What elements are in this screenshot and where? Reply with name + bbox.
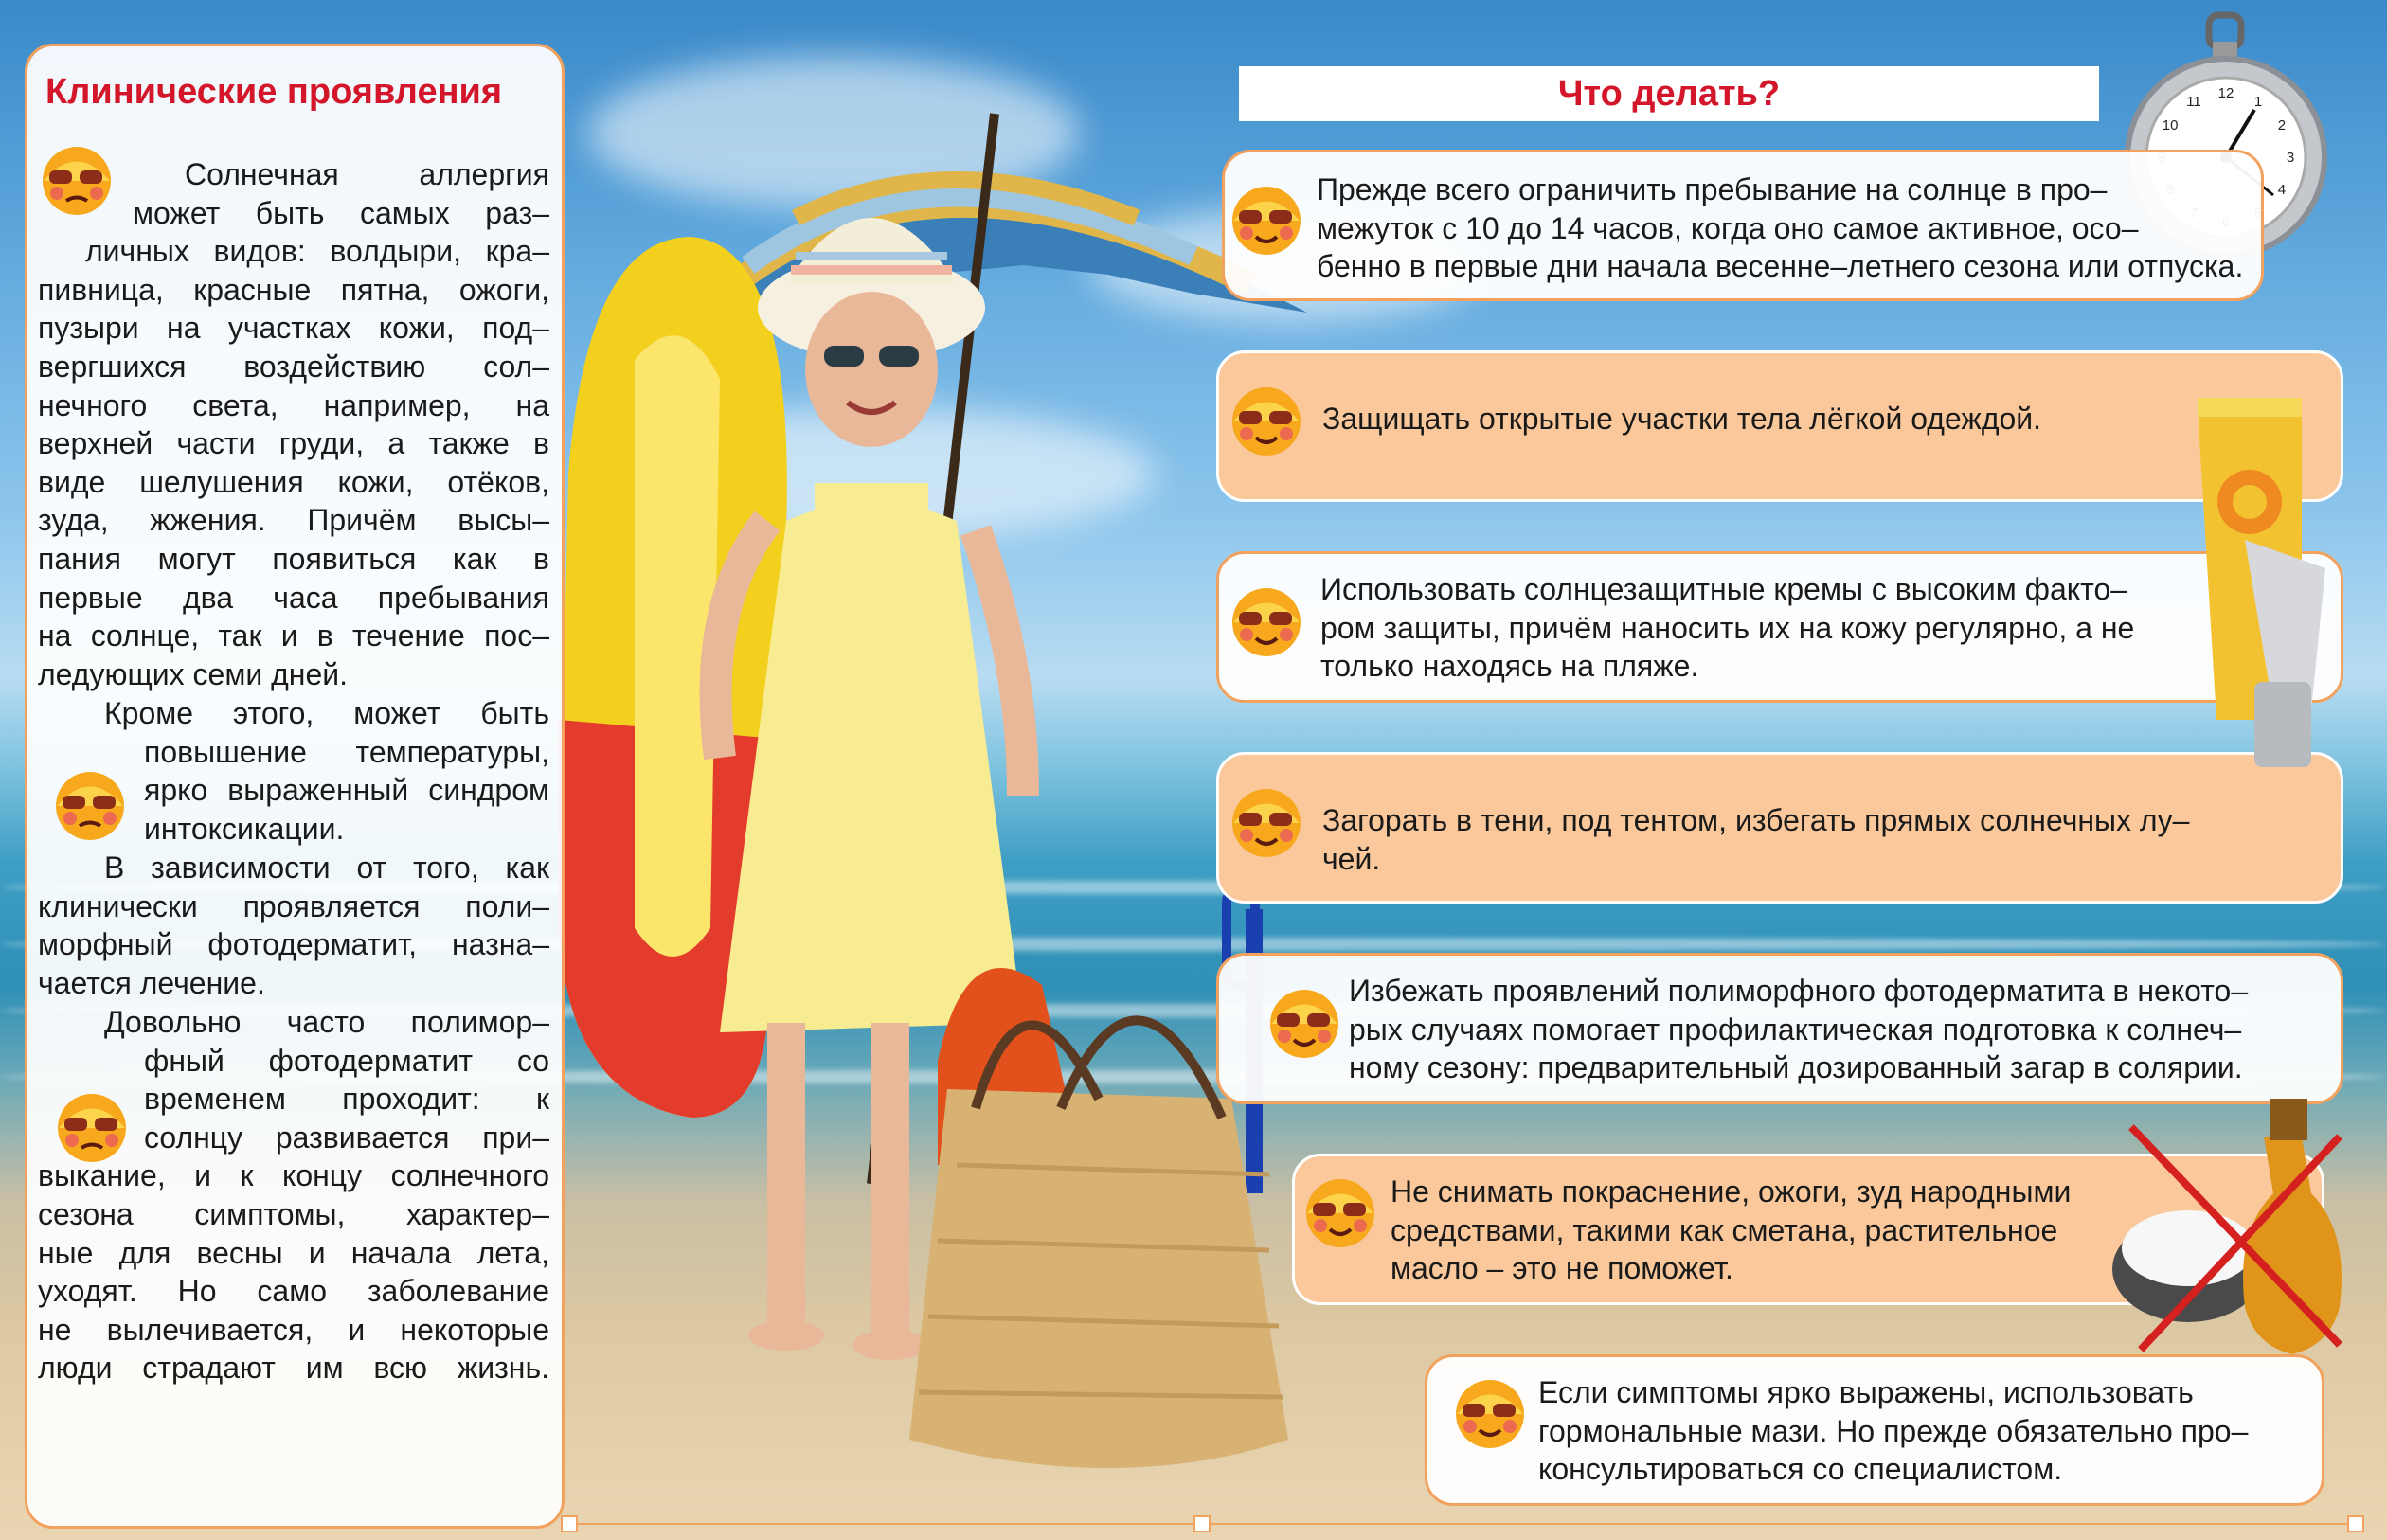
frame-corner [2347, 1515, 2364, 1532]
advice-text-2: Защищать открытые участки тела лёгкой одеждой. [1322, 402, 2042, 436]
sun-face-icon [1228, 383, 1305, 460]
clinical-paragraph-4: Довольно часто полимор– фный фотодерматит со временем проходит: к солнцу развивается при– выкание, и к концу солнечного сезона симптомы, характер– ные для весны и начала лета, уходят. Но само заболевание не вылечивается, и некоторые люди страдают им всю жизнь. [38, 1005, 549, 1386]
stopwatch-numeral: 4 [2277, 182, 2287, 198]
clinical-paragraph-2: Кроме этого, может быть повышение температуры, ярко выраженный синдром интоксикации. [104, 696, 549, 846]
clinical-paragraph-3: В зависимости от того, как клинически проявляется поли– морфный фотодерматит, назна– чается лечение. [38, 851, 549, 1000]
sun-face-icon [1451, 1375, 1529, 1453]
stopwatch-numeral: 10 [2162, 117, 2179, 134]
sun-face-icon [1301, 1174, 1379, 1252]
stopwatch-numeral: 3 [2286, 150, 2295, 166]
advice-text-7: Если симптомы ярко выражены, использовать гормональные мази. Но прежде обязательно про– консультироваться со специалистом. [1538, 1375, 2249, 1487]
stopwatch-numeral: 11 [2186, 94, 2201, 111]
clinical-paragraph-1: Солнечная аллергия может быть самых раз– личных видов: волдыри, кра– пивница, красные пятна, ожоги, пузыри на участках кожи, под– вергшихся воздействию сол– нечного света, например, на верхней части груди, а также в виде шелушения кожи, отёков, зуда, жжения. Причём высы– пания могут появиться как в первые два часа пребывания на солнце, так и в течение пос– ледующих семи дней. [38, 157, 549, 691]
what-to-do-title: Что делать? [1557, 74, 1781, 114]
clinical-title: Клинические проявления [45, 72, 503, 112]
frame-corner [561, 1515, 578, 1532]
advice-text-3: Использовать солнцезащитные кремы с высоким факто– ром защиты, причём наносить их на кожу регулярно, а не только находясь на пляже. [1320, 572, 2135, 684]
frame-corner [1194, 1515, 1211, 1532]
folk-remedies-crossed-icon [2103, 1080, 2359, 1364]
stopwatch-numeral: 1 [2253, 94, 2263, 111]
sun-face-icon [1265, 985, 1343, 1063]
advice-text-5: Избежать проявлений полиморфного фотодерматита в некото– рых случаях помогает профилактическая подготовка к солнеч– ному сезону: предварительный дозированный загар в солярии. [1349, 974, 2249, 1085]
sunscreen-tubes-icon [2160, 398, 2330, 777]
advice-text-4: Загорать в тени, под тентом, избегать прямых солнечных лу– чей. [1322, 803, 2190, 876]
sun-face-icon [1228, 182, 1305, 260]
stopwatch-numeral: 12 [2217, 85, 2234, 101]
stopwatch-numeral: 2 [2277, 117, 2287, 134]
sun-face-icon [1228, 583, 1305, 661]
advice-text-1: Прежде всего ограничить пребывание на солнце в про– межуток с 10 до 14 часов, когда оно самое активное, осо– бенно в первые дни начала весенне–летнего сезона или отпуска. [1317, 172, 2244, 284]
sun-face-icon [1228, 784, 1305, 862]
frame-line [568, 1523, 2349, 1525]
advice-text-6: Не снимать покраснение, ожоги, зуд народными средствами, такими как сметана, растительное масло – это не поможет. [1391, 1174, 2072, 1286]
